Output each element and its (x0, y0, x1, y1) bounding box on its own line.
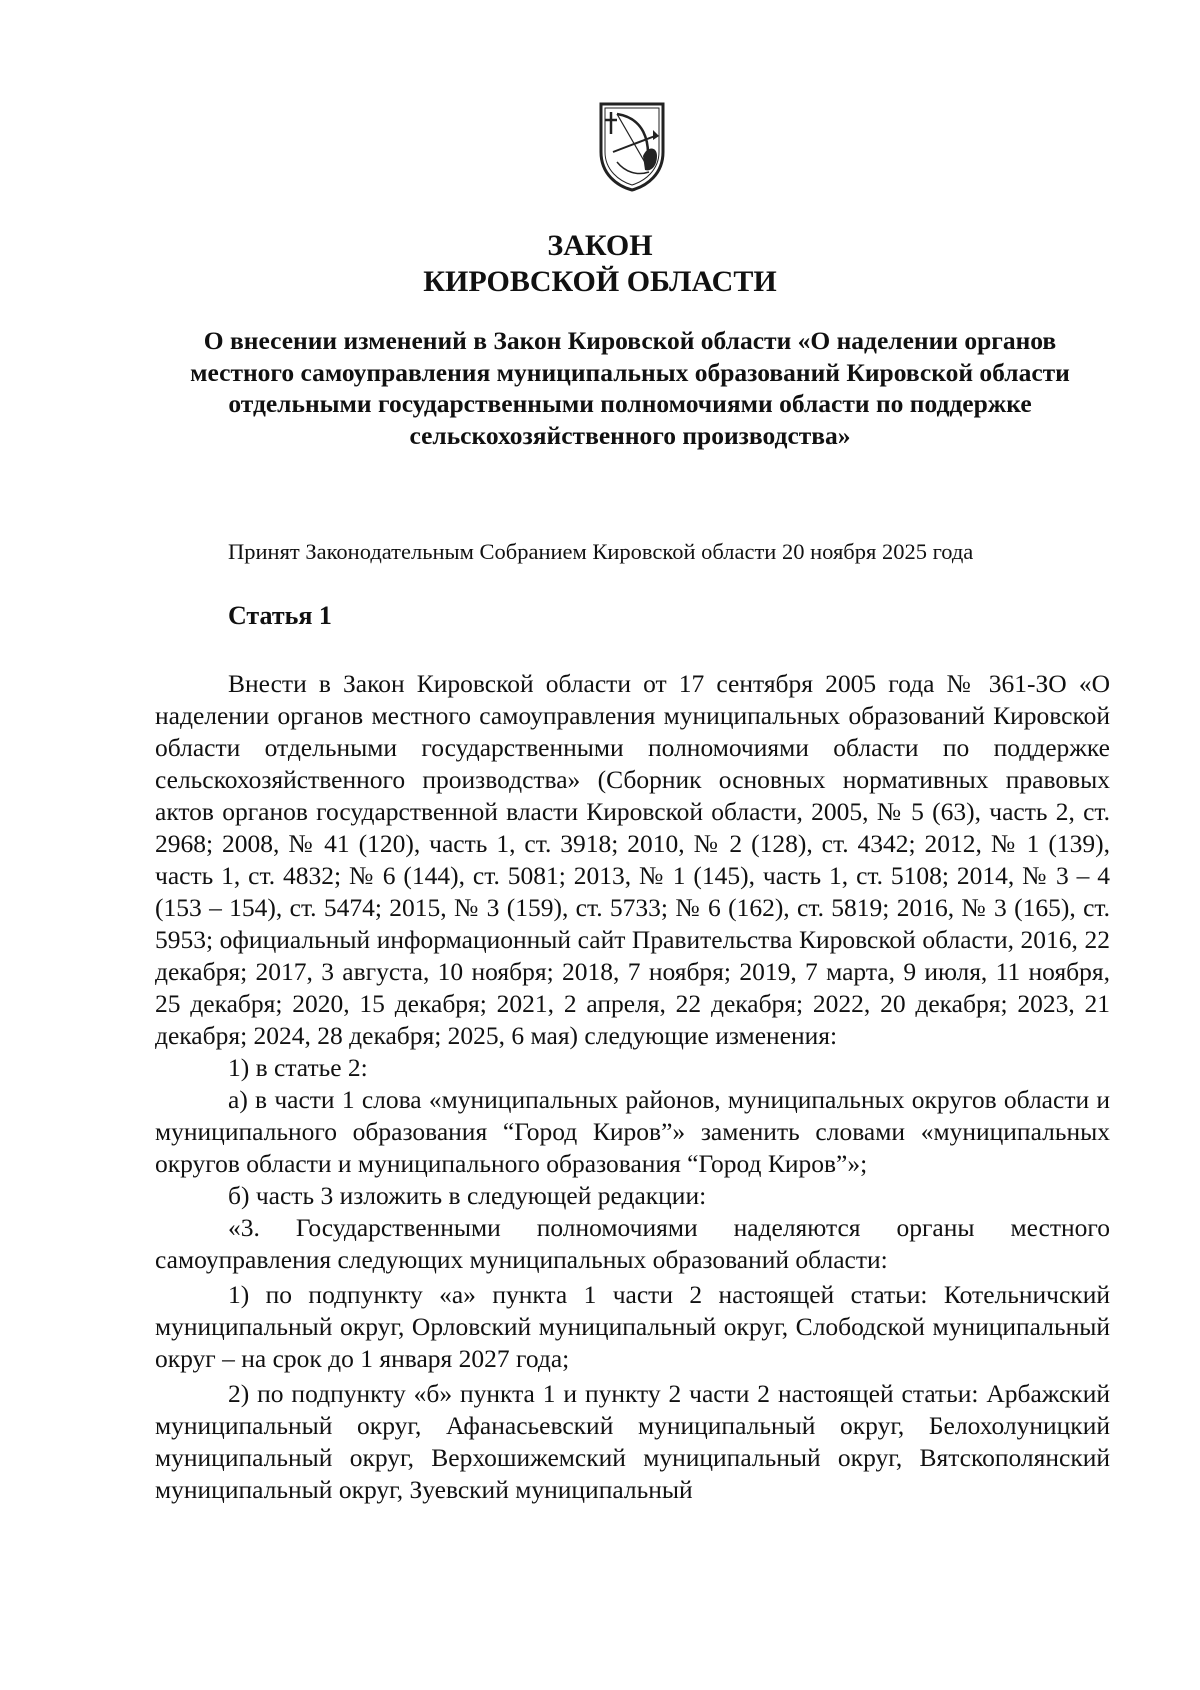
paragraph: 2) по подпункту «б» пункта 1 и пункту 2 части 2 настоящей статьи: Арбажский муниципальный округ, Афанасьевский муниципальный округ, Белохолуницкий муниципальный округ, Верхошижемский муниципальный округ, Вятскополянский муниципальный округ, Зуевский муниципальный (155, 1379, 1110, 1504)
law-title (0, 228, 1200, 300)
article-heading: Статья 1 (228, 601, 332, 630)
law-title-line-1: ЗАКОН (547, 229, 653, 262)
paragraph: Внести в Закон Кировской области от 17 сентября 2005 года № 361-ЗО «О наделении органов местного самоуправления муниципальных образований Кировской области отдельными государственными полномочиями области по поддержке сельскохозяйственного производства» (Сборник основных нормативных правовых актов органов государственной власти Кировской области, 2005, № 5 (63), часть 2, ст. 2968; 2008, № 41 (120), часть 1, ст. 3918; 2010, № 2 (128), ст. 4342; 2012, № 1 (139), часть 1, ст. 4832; № 6 (144), ст. 5081; 2013, № 1 (145), часть 1, ст. 5108; 2014, № 3 – 4 (153 – 154), ст. 5474; 2015, № 3 (159), ст. 5733; № 6 (162), ст. 5819; 2016, № 3 (165), ст. 5953; официальный информационный сайт Правительства Кировской области, 2016, 22 декабря; 2017, 3 августа, 10 ноября; 2018, 7 ноября; 2019, 7 марта, 9 июля, 11 ноября, 25 декабря; 2020, 15 декабря; 2021, 2 апреля, 22 декабря; 2022, 20 декабря; 2023, 21 декабря; 2024, 28 декабря; 2025, 6 мая) следующие изменения: (155, 669, 1110, 1050)
coat-of-arms-icon (597, 100, 667, 192)
adoption-statement: Принят Законодательным Собранием Кировской области 20 ноября 2025 года (228, 539, 974, 564)
paragraph: 1) по подпункту «а» пункта 1 части 2 настоящей статьи: Котельничский муниципальный округ, Орловский муниципальный округ, Слободской муниципальный округ – на срок до 1 января 2027 года; (155, 1280, 1110, 1373)
article-body (155, 668, 1110, 1506)
paragraph: «3. Государственными полномочиями наделяются органы местного самоуправления следующих муниципальных образований области: (155, 1213, 1110, 1274)
paragraph: 1) в статье 2: (228, 1053, 368, 1082)
law-subtitle: О внесении изменений в Закон Кировской области «О наделении органов местного самоуправления муниципальных образований Кировской области отдельными государственными полномочиями области по поддержке сельскохозяйственного производства» (190, 326, 1070, 450)
law-title-line-2: КИРОВСКОЙ ОБЛАСТИ (423, 265, 777, 298)
paragraph: б) часть 3 изложить в следующей редакции: (228, 1181, 707, 1210)
paragraph: а) в части 1 слова «муниципальных районов, муниципальных округов области и муниципального образования “Город Киров”» заменить словами «муниципальных округов области и муниципального образования “Город Киров”»; (155, 1085, 1110, 1178)
